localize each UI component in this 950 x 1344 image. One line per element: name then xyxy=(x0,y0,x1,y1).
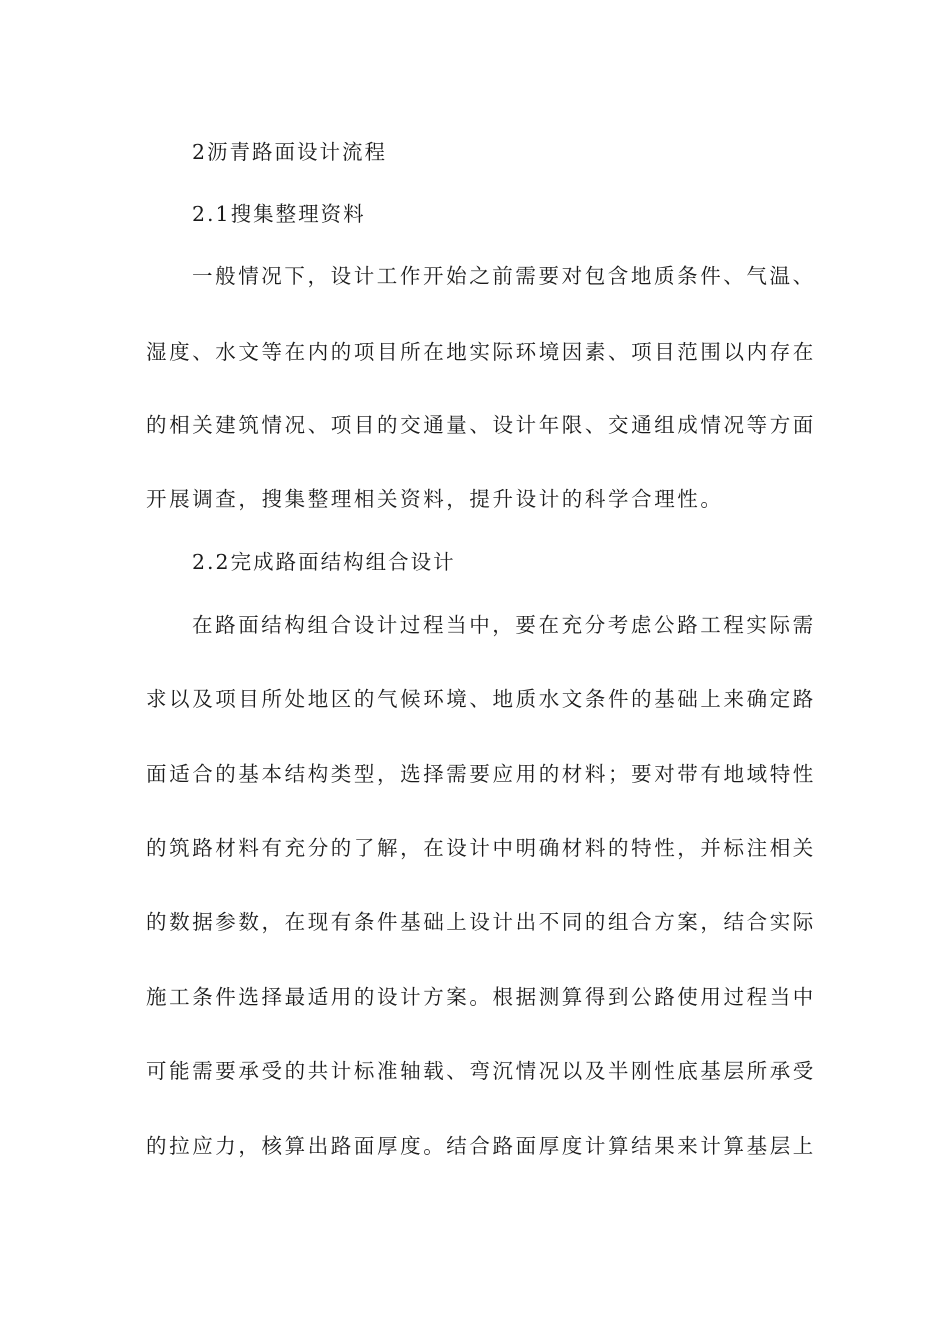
subsection-heading: 2.1搜集整理资料 xyxy=(192,202,366,226)
paragraph-line: 的相关建筑情况、项目的交通量、设计年限、交通组成情况等方面 xyxy=(146,413,816,437)
subsection-heading: 2.2完成路面结构组合设计 xyxy=(192,550,456,574)
paragraph-line: 求以及项目所处地区的气候环境、地质水文条件的基础上来确定路 xyxy=(146,687,816,711)
section-heading: 2沥青路面设计流程 xyxy=(192,140,388,164)
paragraph-line: 在路面结构组合设计过程当中，要在充分考虑公路工程实际需 xyxy=(192,613,816,637)
paragraph-line: 面适合的基本结构类型，选择需要应用的材料；要对带有地域特性 xyxy=(146,762,816,786)
paragraph-line: 可能需要承受的共计标准轴载、弯沉情况以及半刚性底基层所承受 xyxy=(146,1059,816,1083)
paragraph-line: 施工条件选择最适用的设计方案。根据测算得到公路使用过程当中 xyxy=(146,985,816,1009)
paragraph-line: 开展调查，搜集整理相关资料，提升设计的科学合理性。 xyxy=(146,487,724,511)
paragraph-line: 的筑路材料有充分的了解，在设计中明确材料的特性，并标注相关 xyxy=(146,836,816,860)
paragraph-line: 的拉应力，核算出路面厚度。结合路面厚度计算结果来计算基层上 xyxy=(146,1134,816,1158)
paragraph-line: 一般情况下，设计工作开始之前需要对包含地质条件、气温、 xyxy=(192,264,816,288)
paragraph-line: 的数据参数，在现有条件基础上设计出不同的组合方案，结合实际 xyxy=(146,910,816,934)
paragraph-line: 湿度、水文等在内的项目所在地实际环境因素、项目范围以内存在 xyxy=(146,340,816,364)
